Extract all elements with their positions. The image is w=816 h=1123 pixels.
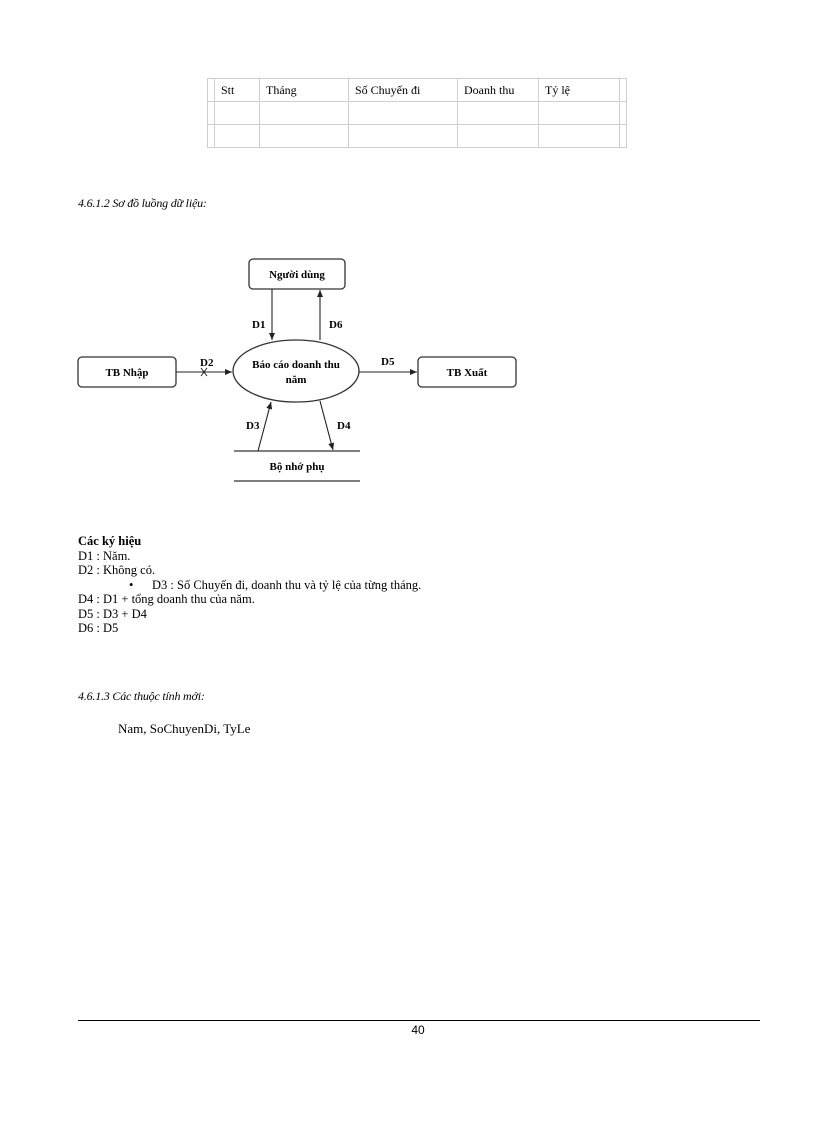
flow-d4-label: D4 [337,420,351,432]
legend-title: Các ký hiệu [78,534,142,548]
section-heading-attributes: 4.6.1.3 Các thuộc tính mới: [78,689,205,703]
process-label-line2: năm [285,374,307,386]
process-label-line1: Báo cáo doanh thu [252,359,340,371]
page-number: 40 [411,1023,425,1037]
legend-d6: D6 : D5 [78,621,119,635]
flow-d4-arrow [320,401,333,450]
legend-d1: D1 : Năm. [78,548,131,563]
flow-d3-arrow [258,402,271,451]
flow-d2-label: D2 [200,357,214,369]
storage-label: Bộ nhớ phụ [269,461,325,473]
col-header-month: Tháng [260,79,349,102]
legend-d3: D3 : Số Chuyến đi, doanh thu và tỷ lệ của từng tháng. [152,577,422,592]
legend-d3-item [78,578,421,593]
bullet-icon: • [129,577,134,592]
section-heading-dfd: 4.6.1.2 Sơ đồ luồng dữ liệu: [78,196,207,210]
user-entity-label: Người dùng [269,269,325,281]
flow-d6-label: D6 [329,319,343,331]
legend-d4: D4 : D1 + tổng doanh thu của năm. [78,592,255,606]
col-header-revenue: Doanh thu [458,79,539,102]
new-attributes-list: Nam, SoChuyenDi, TyLe [118,721,251,736]
data-flow-diagram [0,0,816,520]
flow-d5-label: D5 [381,356,395,368]
flow-d1-label: D1 [252,319,266,331]
legend-block [78,534,421,636]
col-header-stt: Stt [215,79,260,102]
output-device-label: TB Xuất [446,367,488,379]
flow-d3-label: D3 [246,420,260,432]
legend-d5: D5 : D3 + D4 [78,606,147,621]
col-header-ratio: Tỷ lệ [539,79,620,102]
input-device-label: TB Nhập [105,367,149,379]
col-header-trips: Số Chuyến đi [349,79,458,102]
process-ellipse [233,340,359,402]
footer-divider [78,1020,760,1021]
legend-d2: D2 : Không có. [78,563,156,577]
